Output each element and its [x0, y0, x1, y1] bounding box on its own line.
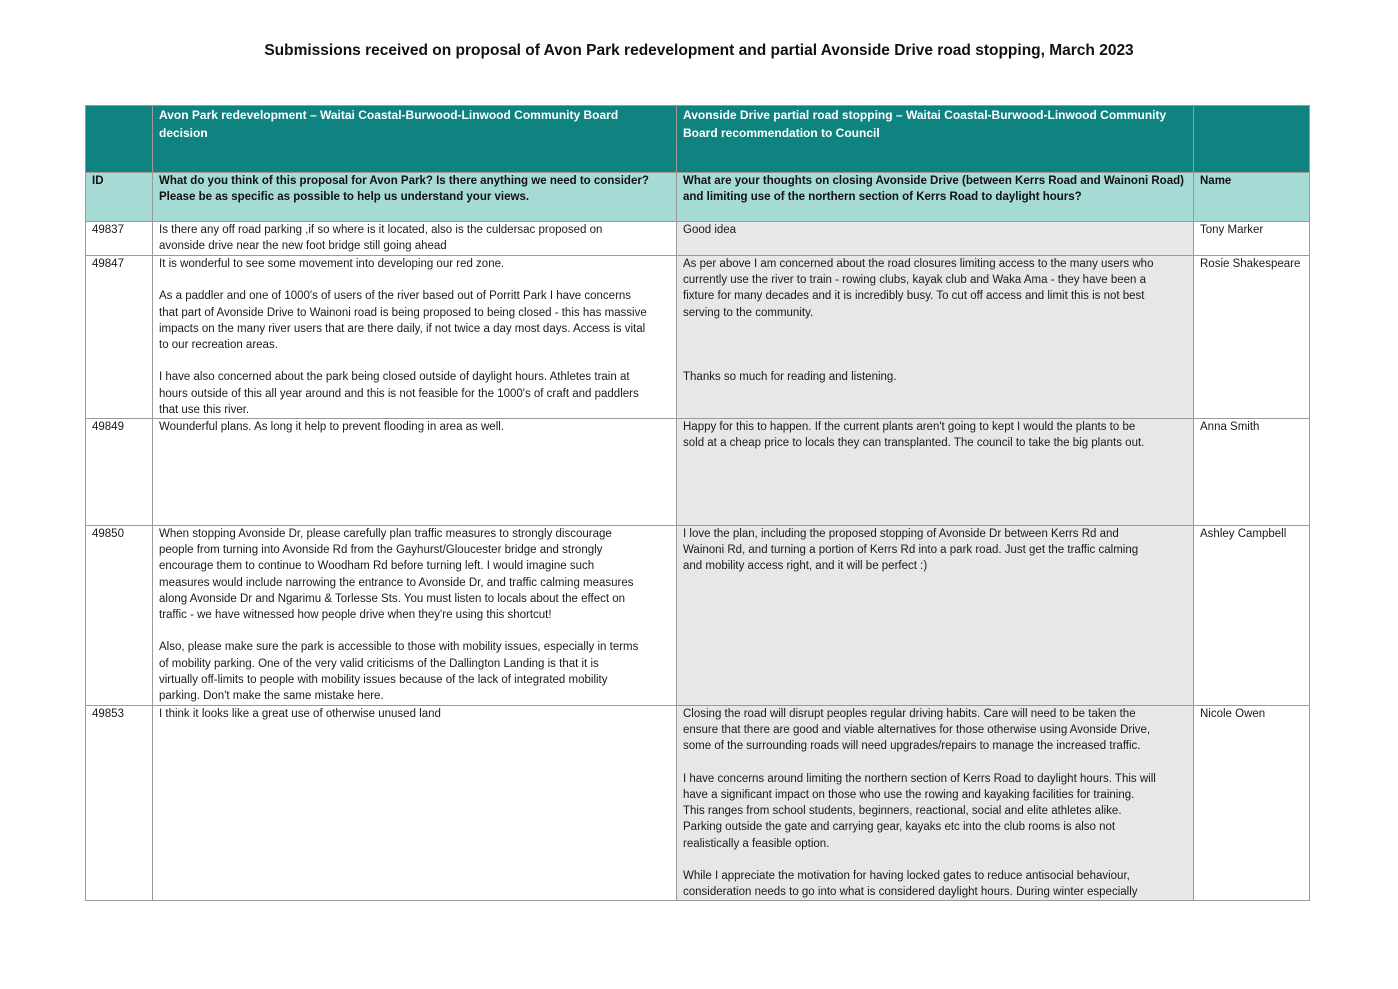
response-line: traffic - we have witnessed how people drive when they're using this shortcut!: [159, 609, 552, 622]
response-line: Also, please make sure the park is accessible to those with mobility issues, especially in terms: [159, 641, 639, 654]
paragraph-gap: [683, 852, 1187, 868]
table-row: [86, 419, 1310, 526]
document-title: Submissions received on proposal of Avon Park redevelopment and partial Avonside Drive road stopping, March 2023: [264, 42, 1134, 59]
group-header-avon-park: [153, 106, 677, 173]
response-line: currently use the river to train - rowing clubs, kayak club and Waka Ama - they have been a: [683, 274, 1146, 287]
response-line: As a paddler and one of 1000's of users of the river based out of Porritt Park I have concerns: [159, 290, 632, 303]
response-line: While I appreciate the motivation for having locked gates to reduce antisocial behaviour,: [683, 870, 1130, 882]
response-avon-park: [153, 256, 677, 419]
response-line: serving to the community.: [683, 306, 814, 319]
response-line: Good idea: [683, 224, 737, 236]
submission-id: 49849: [86, 419, 153, 526]
response-line: realistically a feasible option.: [683, 837, 830, 850]
response-line: along Avonside Dr and Ngarimu & Torlesse Sts. You must listen to locals about the effect on: [159, 592, 626, 605]
response-avon-park: [153, 706, 677, 901]
response-line: consideration needs to go into what is considered daylight hours. During winter especially: [683, 886, 1138, 899]
response-line: that use this river.: [159, 403, 250, 416]
response-avon-park: [153, 526, 677, 706]
response-line: Is there any off road parking ,if so where is it located, also is the culdersac proposed on: [159, 224, 603, 236]
group-header-avonside-line2: Waitai Coastal-Burwood-Linwood Community Board recommendation to Council: [683, 108, 1167, 140]
paragraph-gap: [683, 337, 1187, 353]
submission-id: 49837: [86, 222, 153, 256]
column-header-q2-line1: What are your thoughts on closing Avonside Drive (between Kerrs Road and Wainoni: [683, 175, 1149, 187]
submitter-name: Ashley Campbell: [1194, 526, 1310, 706]
column-header-q1-line1: What do you think of this proposal for Avon Park? Is there anything we need to consider?: [159, 175, 649, 187]
column-header-q2: [677, 173, 1194, 222]
submission-id: 49853: [86, 706, 153, 901]
response-avonside-drive: [677, 256, 1194, 419]
column-header-row: [86, 173, 1310, 222]
column-header-q2-line2: Road) and limiting use of the northern section of Kerrs Road to daylight hours?: [683, 175, 1184, 204]
table-body: [86, 222, 1310, 901]
column-header-name: Name: [1194, 173, 1310, 222]
response-line: It is wonderful to see some movement into developing our red zone.: [159, 258, 505, 270]
paragraph-gap: [159, 272, 670, 288]
submitter-name: Tony Marker: [1194, 222, 1310, 256]
response-line: I have also concerned about the park being closed outside of daylight hours. Athletes train at: [159, 371, 630, 384]
response-line: This ranges from school students, beginners, reactional, social and elite athletes alike.: [683, 805, 1122, 818]
response-line: parking. Don't make the same mistake here.: [159, 690, 384, 703]
group-header-avon-park-line1: Avon Park redevelopment –: [159, 108, 317, 122]
group-header-avonside: [677, 106, 1194, 173]
table-row: [86, 256, 1310, 419]
table-row: [86, 526, 1310, 706]
response-line: Wainoni Rd, and turning a portion of Kerrs Rd into a park road. Just get the traffic calming: [683, 544, 1139, 557]
paragraph-gap: [683, 321, 1187, 337]
response-line: Happy for this to happen. If the current plants aren't going to kept I would the plants to be: [683, 421, 1136, 433]
response-line: some of the surrounding roads will need upgrades/repairs to manage the increased traffic.: [683, 740, 1141, 753]
response-line: people from turning into Avonside Rd from the Gayhurst/Gloucester bridge and strongly: [159, 544, 603, 557]
table-row: [86, 222, 1310, 256]
response-avon-park: [153, 419, 677, 526]
group-header-row: [86, 106, 1310, 173]
response-line: I love the plan, including the proposed stopping of Avonside Dr between Kerrs Rd and: [683, 528, 1119, 540]
response-avonside-drive: [677, 419, 1194, 526]
column-header-id: ID: [86, 173, 153, 222]
response-line: of mobility parking. One of the very valid criticisms of the Dallington Landing is that it is: [159, 657, 599, 670]
response-line: encourage them to continue to Woodham Rd before turning left. I would imagine such: [159, 560, 595, 573]
submitter-name: Rosie Shakespeare: [1194, 256, 1310, 419]
response-line: fixture for many decades and it is incredibly busy. To cut off access and limit this is not best: [683, 290, 1145, 303]
response-line: I think it looks like a great use of otherwise unused land: [159, 708, 441, 720]
response-line: sold at a cheap price to locals they can transplanted. The council to take the big plants out.: [683, 437, 1145, 450]
response-avon-park: [153, 222, 677, 256]
response-line: avonside drive near the new foot bridge still going ahead: [159, 240, 447, 253]
response-avonside-drive: [677, 222, 1194, 256]
submission-id: 49850: [86, 526, 153, 706]
response-line: I have concerns around limiting the northern section of Kerrs Road to daylight hours. This will: [683, 772, 1156, 785]
response-line: ensure that there are good and viable alternatives for those otherwise using Avonside Drive,: [683, 724, 1151, 737]
group-header-name-blank: [1194, 106, 1310, 173]
submitter-name: Anna Smith: [1194, 419, 1310, 526]
response-line: Thanks so much for reading and listening.: [683, 371, 897, 384]
column-header-q1: [153, 173, 677, 222]
response-line: Parking outside the gate and carrying gear, kayaks etc into the club rooms is also not: [683, 821, 1116, 834]
response-line: When stopping Avonside Dr, please carefully plan traffic measures to strongly discourage: [159, 528, 612, 540]
table-row: [86, 706, 1310, 901]
group-header-avonside-line1: Avonside Drive partial road stopping –: [683, 108, 903, 122]
group-header-id-blank: [86, 106, 153, 173]
response-line: that part of Avonside Drive to Wainoni road is being proposed to being closed - this has massive: [159, 306, 647, 319]
response-line: have a significant impact on those who use the rowing and kayaking facilities for training.: [683, 789, 1135, 801]
paragraph-gap: [683, 353, 1187, 369]
response-line: hours outside of this all year around and this is not feasible for the 1000's of craft and paddlers: [159, 387, 639, 400]
paragraph-gap: [159, 623, 670, 639]
submitter-name: Nicole Owen: [1194, 706, 1310, 901]
submissions-table: [85, 105, 1310, 901]
column-header-q1-line2: Please be as specific as possible to help us understand your views.: [159, 191, 530, 204]
response-avonside-drive: [677, 706, 1194, 901]
response-line: to our recreation areas.: [159, 339, 278, 351]
response-line: As per above I am concerned about the road closures limiting access to the many users who: [683, 258, 1154, 270]
response-avonside-drive: [677, 526, 1194, 706]
response-line: virtually off-limits to people with mobility issues because of the lack of integrated mobility: [159, 673, 608, 686]
response-line: Closing the road will disrupt peoples regular driving habits. Care will need to be taken the: [683, 708, 1136, 720]
response-line: and mobility access right, and it will be perfect :): [683, 560, 928, 573]
paragraph-gap: [683, 755, 1187, 771]
paragraph-gap: [159, 353, 670, 369]
response-line: measures would include narrowing the entrance to Avonside Dr, and traffic calming measures: [159, 576, 634, 589]
submission-id: 49847: [86, 256, 153, 419]
group-header-avon-park-line2: Waitai Coastal-Burwood-Linwood Community Board decision: [159, 108, 619, 140]
response-line: impacts on the many river users that are there daily, if not twice a day most days. Access is vital: [159, 322, 646, 335]
response-line: Wounderful plans. As long it help to prevent flooding in area as well.: [159, 421, 504, 433]
